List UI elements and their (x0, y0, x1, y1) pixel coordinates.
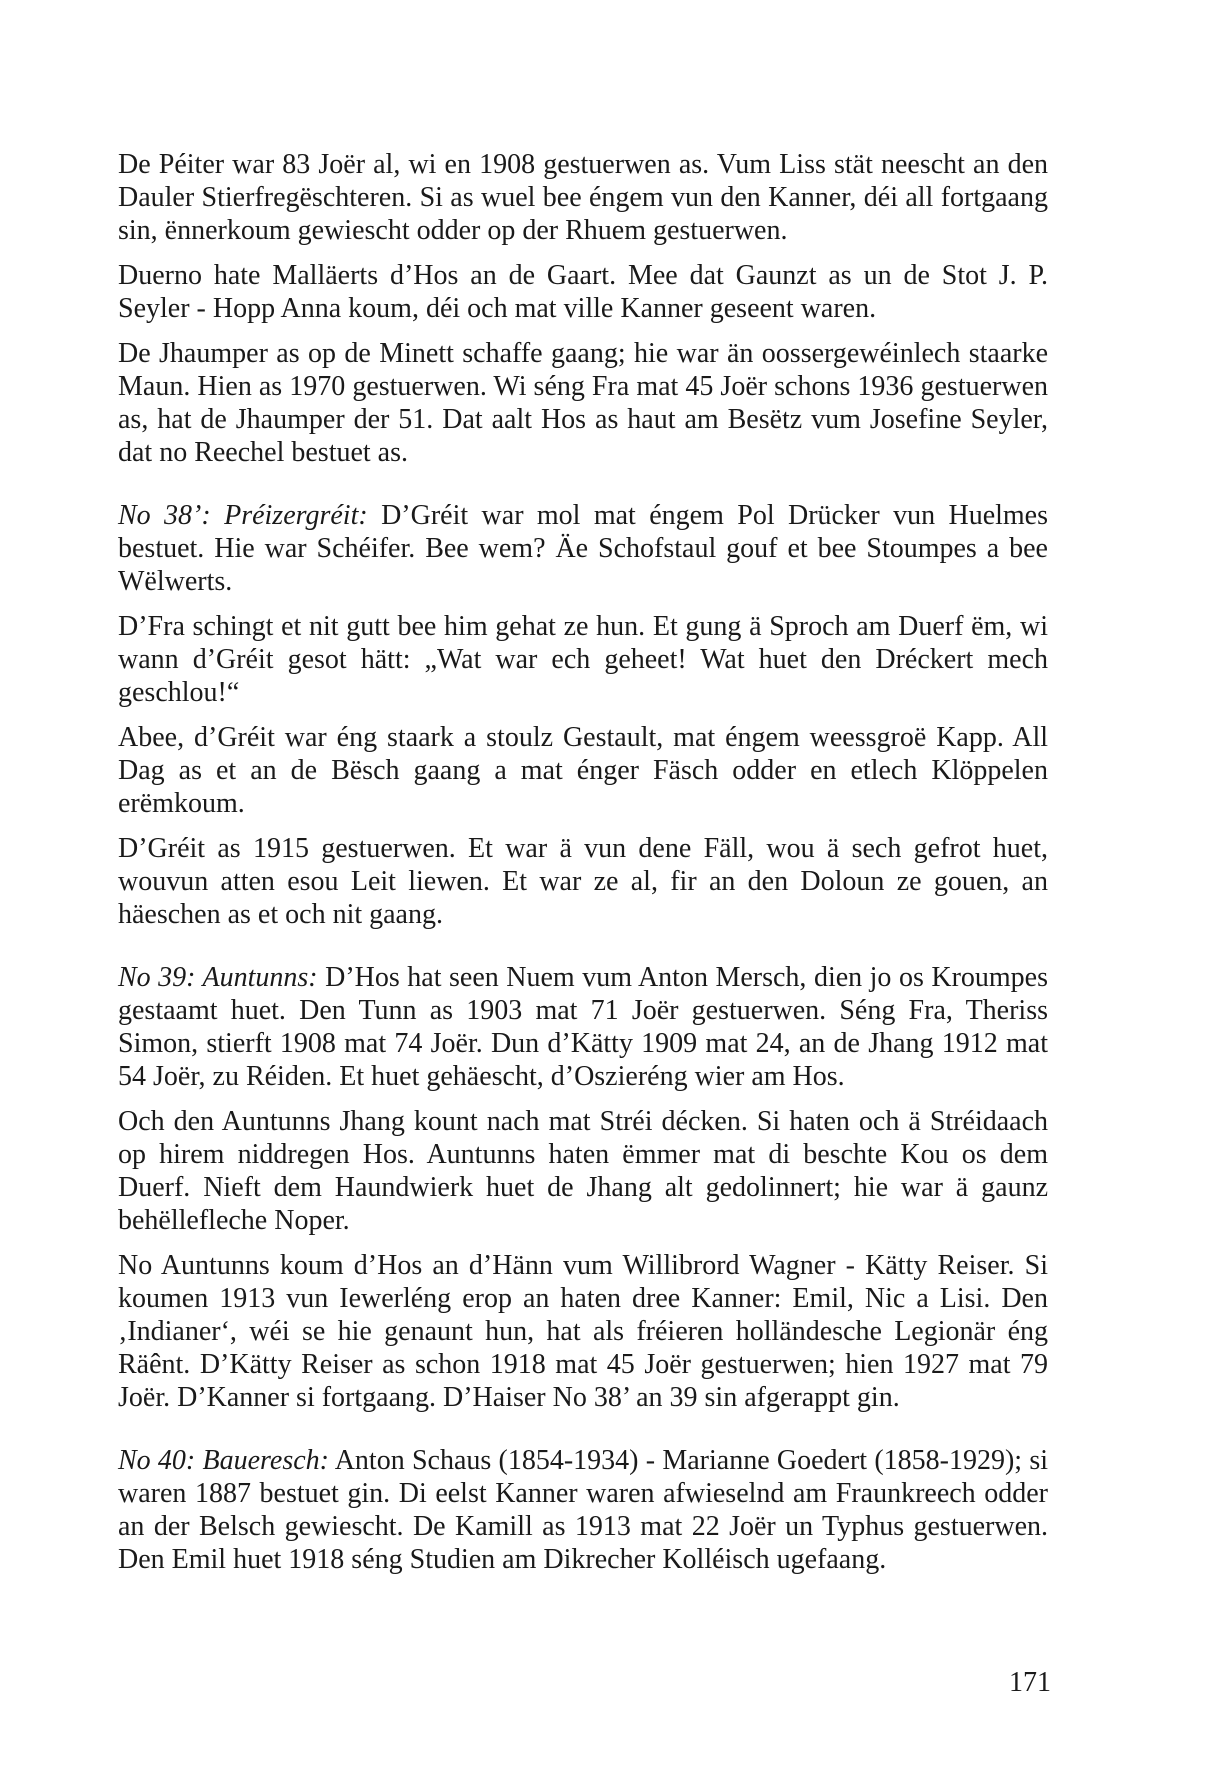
paragraph (118, 337, 1048, 469)
paragraph-text: De Péiter war 83 Joër al, wi en 1908 gestuerwen as. Vum Liss stät neescht an den Dauler Stierfregëschteren. Si as wuel bee éngem vun den Kanner, déi all fortgaang sin, ënnerkoum gewiescht odder op der Rhuem gestuerwen. (118, 149, 1048, 246)
paragraph-text: D’Fra schingt et nit gutt bee him gehat ze hun. Et gung ä Sproch am Duerf ëm, wi wann d’Gréit gesot hätt: „Wat war ech geheet! Wat huet den Dréckert mech geschlou!“ (118, 611, 1048, 708)
paragraph (118, 1249, 1048, 1414)
paragraph-section-no-39 (118, 961, 1048, 1093)
text-column (118, 148, 1048, 1588)
paragraph (118, 1105, 1048, 1237)
paragraph (118, 721, 1048, 820)
section-heading-no-40: No 40: Baueresch: (118, 1445, 329, 1476)
paragraph (118, 610, 1048, 709)
paragraph (118, 259, 1048, 325)
page-number: 171 (1009, 1667, 1051, 1698)
paragraph-text: D’Gréit as 1915 gestuerwen. Et war ä vun dene Fäll, wou ä sech gefrot huet, wouvun atten esou Leit liewen. Et war ze al, fir an den Doloun ze gouen, an häeschen as et och nit gaang. (118, 833, 1048, 930)
paragraph-section-no-40 (118, 1444, 1048, 1576)
paragraph-text: D’Gréit war mol mat éngem Pol Drücker vun Huelmes bestuet. Hie war Schéifer. Bee wem? Äe Schofstaul gouf et bee Stoumpes a bee Wëlwerts. (118, 500, 1049, 597)
paragraph (118, 148, 1048, 247)
paragraph-text: Duerno hate Malläerts d’Hos an de Gaart. Mee dat Gaunzt as un de Stot J. P. Seyler - Hopp Anna koum, déi och mat ville Kanner geseent waren. (118, 260, 1048, 324)
section-heading-no-39: No 39: Auntunns: (118, 962, 318, 993)
paragraph-text: D’Hos hat seen Nuem vum Anton Mersch, dien jo os Kroumpes gestaamt huet. Den Tunn as 1903 mat 71 Joër gestuerwen. Séng Fra, Theriss Simon, stierft 1908 mat 74 Joër. Dun d’Kätty 1909 mat 24, an de Jhang 1912 mat 54 Joër, zu Réiden. Et huet gehäescht, d’Oszieréng wier am Hos. (118, 962, 1048, 1092)
paragraph-text: No Auntunns koum d’Hos an d’Hänn vum Willibrord Wagner - Kätty Reiser. Si koumen 1913 vun Iewerléng erop an haten dree Kanner: Emil, Nic a Lisi. Den ‚Indianer‘, wéi se hie genaunt hun, hat als fréieren holländesche Legionär éng Räênt. D’Kätty Reiser as schon 1918 mat 45 Joër gestuerwen; hien 1927 mat 79 Joër. D’Kanner si fortgaang. D’Haiser No 38’ an 39 sin afgerappt gin. (118, 1250, 1048, 1413)
paragraph-section-no-38 (118, 499, 1048, 598)
paragraph-text: Abee, d’Gréit war éng staark a stoulz Gestault, mat éngem weessgroë Kapp. All Dag as et an de Bësch gaang a mat énger Fäsch odder en etlech Klöppelen erëmkoum. (118, 722, 1048, 819)
paragraph (118, 832, 1048, 931)
section-heading-no-38: No 38’: Préizergréit: (118, 500, 368, 531)
paragraph-text: De Jhaumper as op de Minett schaffe gaang; hie war än oossergewéinlech staarke Maun. Hien as 1970 gestuerwen. Wi séng Fra mat 45 Joër schons 1936 gestuerwen as, hat de Jhaumper der 51. Dat aalt Hos as haut am Besëtz vum Josefine Seyler, dat no Reechel bestuet as. (118, 338, 1048, 468)
paragraph-text: Och den Auntunns Jhang kount nach mat Stréi décken. Si haten och ä Stréidaach op hirem niddregen Hos. Auntunns haten ëmmer mat di beschte Kou os dem Duerf. Nieft dem Haundwierk huet de Jhang alt gedolinnert; hie war ä gaunz behëllefleche Noper. (118, 1106, 1048, 1236)
paragraph-text: Anton Schaus (1854-1934) - Marianne Goedert (1858-1929); si waren 1887 bestuet gin. Di eelst Kanner waren afwieselnd am Fraunkreech odder an der Belsch gewiescht. De Kamill as 1913 mat 22 Joër un Typhus gestuerwen. Den Emil huet 1918 séng Studien am Dikrecher Kolléisch ugefaang. (118, 1445, 1049, 1575)
